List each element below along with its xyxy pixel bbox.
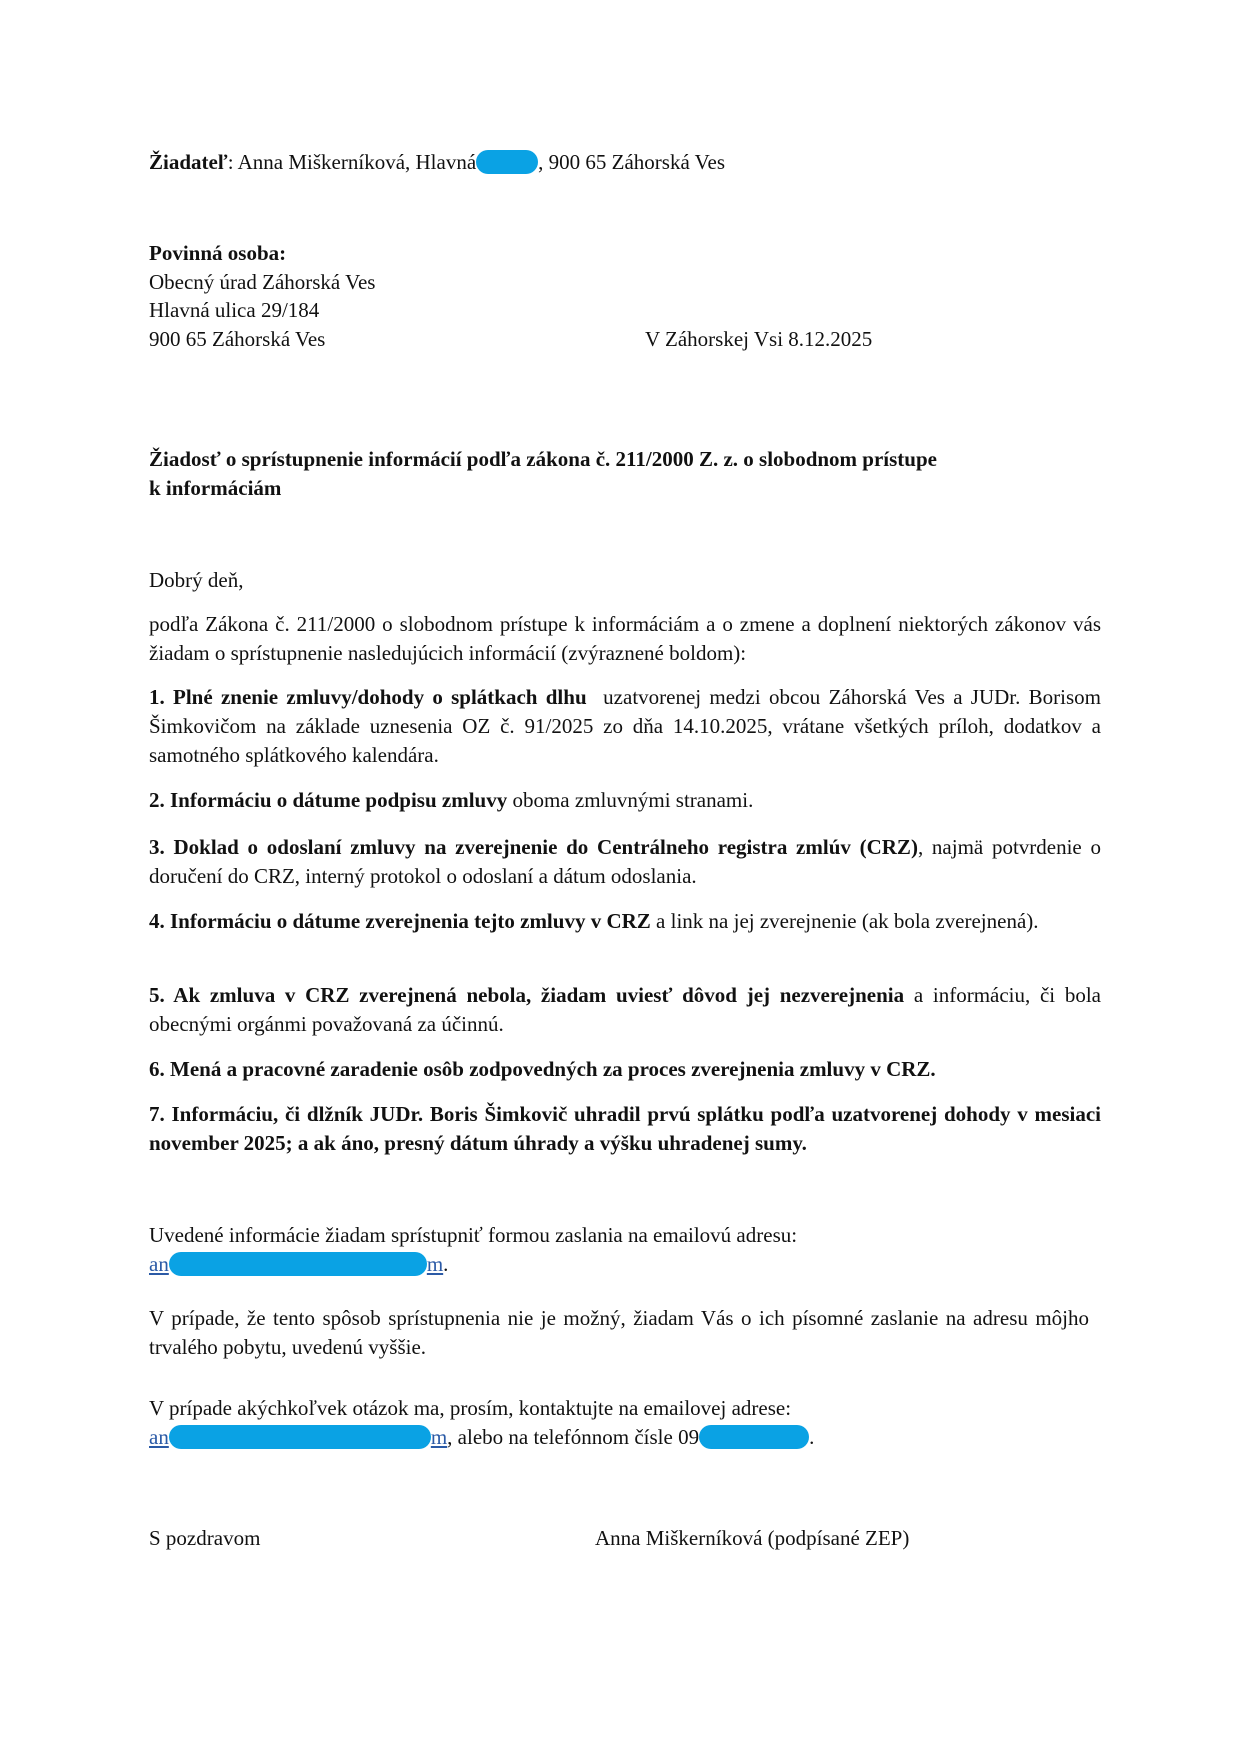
applicant-text: Anna Miškerníková, Hlavná: [237, 150, 477, 174]
request-item-4: [149, 907, 1101, 936]
delivery-email-period: .: [443, 1252, 449, 1276]
obliged-party-label: Povinná osoba:: [149, 241, 287, 265]
delivery-line: Uvedené informácie žiadam sprístupniť formou zaslania na emailovú adresu:: [149, 1223, 798, 1247]
request-item-bold: 5. Ak zmluva v CRZ zverejnená nebola, žiadam uviesť dôvod jej nezverejnenia: [149, 983, 905, 1007]
request-item-3: [149, 833, 1101, 891]
fallback-paragraph: V prípade, že tento spôsob sprístupnenia nie je možný, žiadam Vás o ich písomné zaslanie na adresu môjho trvalého pobytu, uvedenú vyššie.: [149, 1306, 1089, 1359]
email-visible-end: m: [430, 1425, 448, 1449]
signature: Anna Miškerníková (podpísané ZEP): [595, 1526, 910, 1550]
request-item-text: uzatvorenej medzi obcou Záhorská Ves a JUDr. Borisom Šimkovičom na základe uznesenia OZ č. 91/2025 zo dňa 14.10.2025, vrátane všetkých príloh, dodatkov a samotného splátkového kalendára.: [149, 685, 1107, 767]
redaction-mark: [169, 1252, 427, 1276]
delivery-email-line: [149, 1250, 448, 1279]
request-item-7: [149, 1100, 1101, 1158]
applicant-line: [149, 148, 725, 177]
request-item-6: [149, 1055, 1101, 1084]
request-item-text: oboma zmluvnými stranami.: [507, 788, 754, 812]
contact-phone-end: .: [809, 1425, 815, 1449]
request-item-bold: 3. Doklad o odoslaní zmluvy na zverejnenie do Centrálneho registra zmlúv (CRZ): [149, 835, 918, 859]
contact-email-line: [149, 1423, 814, 1452]
subject-line-1: Žiadosť o sprístupnenie informácií podľa zákona č. 211/2000 Z. z. o slobodnom prístupe: [149, 447, 937, 471]
intro-paragraph: podľa Zákona č. 211/2000 o slobodnom prístupe k informáciám a o zmene a doplnení niektorých zákonov vás žiadam o sprístupnenie nasledujúcich informácií (zvýraznené boldom):: [149, 612, 1101, 665]
request-item-1: [149, 683, 1107, 770]
place-date: V Záhorskej Vsi 8.12.2025: [645, 327, 873, 351]
redaction-mark: [476, 150, 538, 174]
request-item-bold: 7. Informáciu, či dlžník JUDr. Boris Šimkovič uhradil prvú splátku podľa uzatvorenej dohody v mesiaci november 2025; a ak áno, presný dátum úhrady a výšku uhradenej sumy.: [149, 1102, 1101, 1155]
request-item-text: a informáciu, či bola obecnými orgánmi považovaná za účinnú.: [149, 983, 1102, 1036]
contact-phone-text: , alebo na telefónnom čísle 09: [447, 1425, 700, 1449]
request-item-bold: 6. Mená a pracovné zaradenie osôb zodpovedných za proces zverejnenia zmluvy v CRZ.: [149, 1057, 936, 1081]
request-item-bold: 2. Informáciu o dátume podpisu zmluvy: [149, 788, 508, 812]
closing: S pozdravom: [149, 1526, 261, 1550]
email-visible-start: an: [149, 1425, 169, 1449]
contact-email-link[interactable]: [149, 1425, 447, 1449]
request-item-bold: 1. Plné znenie zmluvy/dohody o splátkach dlhu: [149, 685, 587, 709]
redaction-mark: [699, 1425, 809, 1449]
redaction-mark: [169, 1425, 431, 1449]
request-item-5: [149, 981, 1101, 1039]
obliged-party-street: Hlavná ulica 29/184: [149, 298, 320, 322]
contact-line: V prípade akýchkoľvek otázok ma, prosím, kontaktujte na emailovej adrese:: [149, 1396, 792, 1420]
request-item-2: [149, 786, 1101, 815]
greeting: Dobrý deň,: [149, 568, 244, 592]
subject-line-2: k informáciám: [149, 476, 282, 500]
request-item-text: a link na jej zverejnenie (ak bola zverejnená).: [650, 909, 1039, 933]
obliged-party-name: Obecný úrad Záhorská Ves: [149, 270, 376, 294]
request-item-bold: 4. Informáciu o dátume zverejnenia tejto zmluvy v CRZ: [149, 909, 651, 933]
request-item-text: , najmä potvrdenie o doručení do CRZ, interný protokol o odoslaní a dátum odoslania.: [149, 835, 1101, 888]
email-visible-start: an: [149, 1252, 169, 1276]
email-visible-end: m: [426, 1252, 444, 1276]
applicant-address: , 900 65 Záhorská Ves: [538, 150, 725, 174]
applicant-label: Žiadateľ: [149, 150, 228, 174]
applicant-label-sep: :: [227, 150, 238, 174]
obliged-party-city: 900 65 Záhorská Ves: [149, 327, 326, 351]
delivery-email-link[interactable]: [149, 1252, 443, 1276]
